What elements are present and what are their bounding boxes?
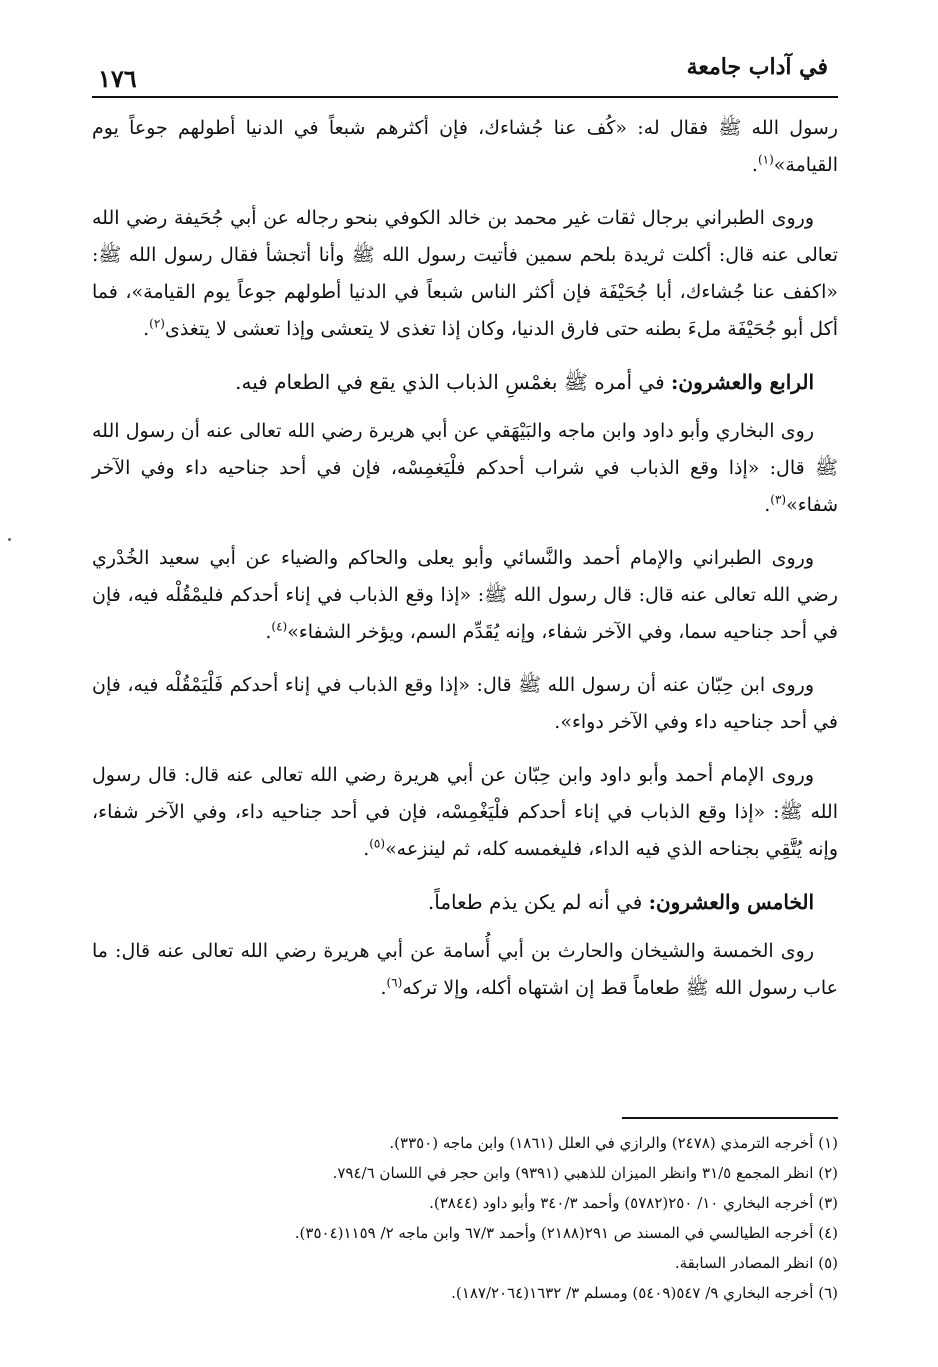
- footnote-ref: (٤): [271, 619, 288, 634]
- paragraph: وروى الطبراني برجال ثقات غير محمد بن خالد الكوفي بنحو رجاله عن أبي جُحَيفة رضي الله تعالى عنه قال: أكلت ثريدة بلحم سمين فأتيت رسول الله ﷺ وأنا أتجشأ فقال رسول الله ﷺ: «اكفف عنا جُشاءك، أبا جُحَيْفَة فإن أكثر الناس شبعاً في الدنيا أطولهم جوعاً يوم القيامة»، فما أكل أبو جُحَيْفَة ملءَ بطنه حتى فارق الدنيا، وكان إذا تغذى لا يتعشى وإذا تعشى لا يتغذى$^{(٢)}$.: [92, 207, 838, 340]
- heading-label: الرابع والعشرون:: [671, 370, 814, 394]
- paragraph: وروى الإمام أحمد وأبو داود وابن حِبّان عن أبي هريرة رضي الله تعالى عنه قال: قال رسول الله ﷺ: «إذا وقع الذباب في إناء أحدكم فلْيَغْمِسْه، فإن في أحد جناحيه داء، وفي الآخر شفاء، وإنه يُتَّقِي بجناحه الذي فيه الداء، فليغمسه كله، ثم لينزعه»$^{(٥)}$.: [92, 764, 838, 860]
- section-heading: الرابع والعشرون: في أمره ﷺ بغمْسِ الذباب الذي يقع في الطعام فيه.: [235, 370, 814, 394]
- running-title: في آداب جامعة: [686, 54, 828, 80]
- paragraph: رسول الله ﷺ فقال له: «كُف عنا جُشاءك، فإن أكثرهم شبعاً في الدنيا أطولهم جوعاً يوم القيامة»$^{(١)}$.: [92, 117, 838, 176]
- scan-speck: [8, 538, 11, 541]
- section-heading: الخامس والعشرون: في أنه لم يكن يذم طعاماً.: [427, 890, 814, 914]
- footnote-ref: (٣): [770, 492, 787, 507]
- footnote: (٣) أخرجه البخاري ١٠/ ٢٥٠(٥٧٨٢) وأحمد ٣٤٠/٣ وأبو داود (٣٨٤٤).: [429, 1194, 838, 1212]
- footnote-rule: [622, 1117, 838, 1119]
- footnote-ref: (١): [757, 152, 774, 167]
- page-body: [92, 110, 838, 1023]
- footnote-ref: (٦): [386, 975, 403, 990]
- footnote: (٤) أخرجه الطيالسي في المسند ص ٢٩١(٢١٨٨) وأحمد ٦٧/٣ وابن ماجه ٢/ ١١٥٩(٣٥٠٤).: [294, 1224, 838, 1242]
- page-number: ١٧٦: [98, 64, 137, 93]
- paragraph: روى الخمسة والشيخان والحارث بن أبي أُسامة عن أبي هريرة رضي الله تعالى عنه قال: ما عاب رسول الله ﷺ طعاماً قط إن اشتهاه أكله، وإلا تركه$^{(٦)}$.: [92, 940, 838, 999]
- header-rule: [92, 96, 838, 98]
- footnote-ref: (٢): [149, 316, 165, 331]
- footnote: (٥) انظر المصادر السابقة.: [674, 1254, 838, 1272]
- footnotes: [150, 1128, 838, 1308]
- footnote-ref: (٥): [369, 836, 386, 851]
- paragraph: وروى ابن حِبّان عنه أن رسول الله ﷺ قال: «إذا وقع الذباب في إناء أحدكم فَلْيَمْقُلْه فيه، فإن في أحد جناحيه داء وفي الآخر دواء».: [92, 674, 838, 733]
- paragraph: وروى الطبراني والإمام أحمد والنَّسائي وأبو يعلى والحاكم والضياء عن أبي سعيد الخُدْري رضي الله تعالى عنه قال: قال رسول الله ﷺ: «إذا وقع الذباب في إناء أحدكم فليمْقُلْه فيه، فإن في أحد جناحيه سما، وفي الآخر شفاء، وإنه يُقَدِّم السم، ويؤخر الشفاء»$^{(٤)}$.: [92, 547, 838, 643]
- footnote: (٦) أخرجه البخاري ٩/ ٥٤٧(٥٤٠٩) ومسلم ٣/ ١٦٣٢(١٨٧/٢٠٦٤).: [451, 1284, 838, 1302]
- paragraph: روى البخاري وأبو داود وابن ماجه والبَيْهَقي عن أبي هريرة رضي الله تعالى عنه أن رسول الله ﷺ قال: «إذا وقع الذباب في شراب أحدكم فلْيَغمِسْه، فإن في أحد جناحيه داء وفي الآخر شفاء»$^{(٣)}$.: [92, 420, 838, 516]
- footnote: (٢) انظر المجمع ٣١/٥ وانظر الميزان للذهبي (٩٣٩١) وابن حجر في اللسان ٧٩٤/٦.: [332, 1164, 838, 1182]
- page-header: [92, 48, 838, 98]
- footnote: (١) أخرجه الترمذي (٢٤٧٨) والرازي في العلل (١٨٦١) وابن ماجه (٣٣٥٠).: [389, 1134, 838, 1152]
- heading-label: الخامس والعشرون:: [648, 890, 814, 914]
